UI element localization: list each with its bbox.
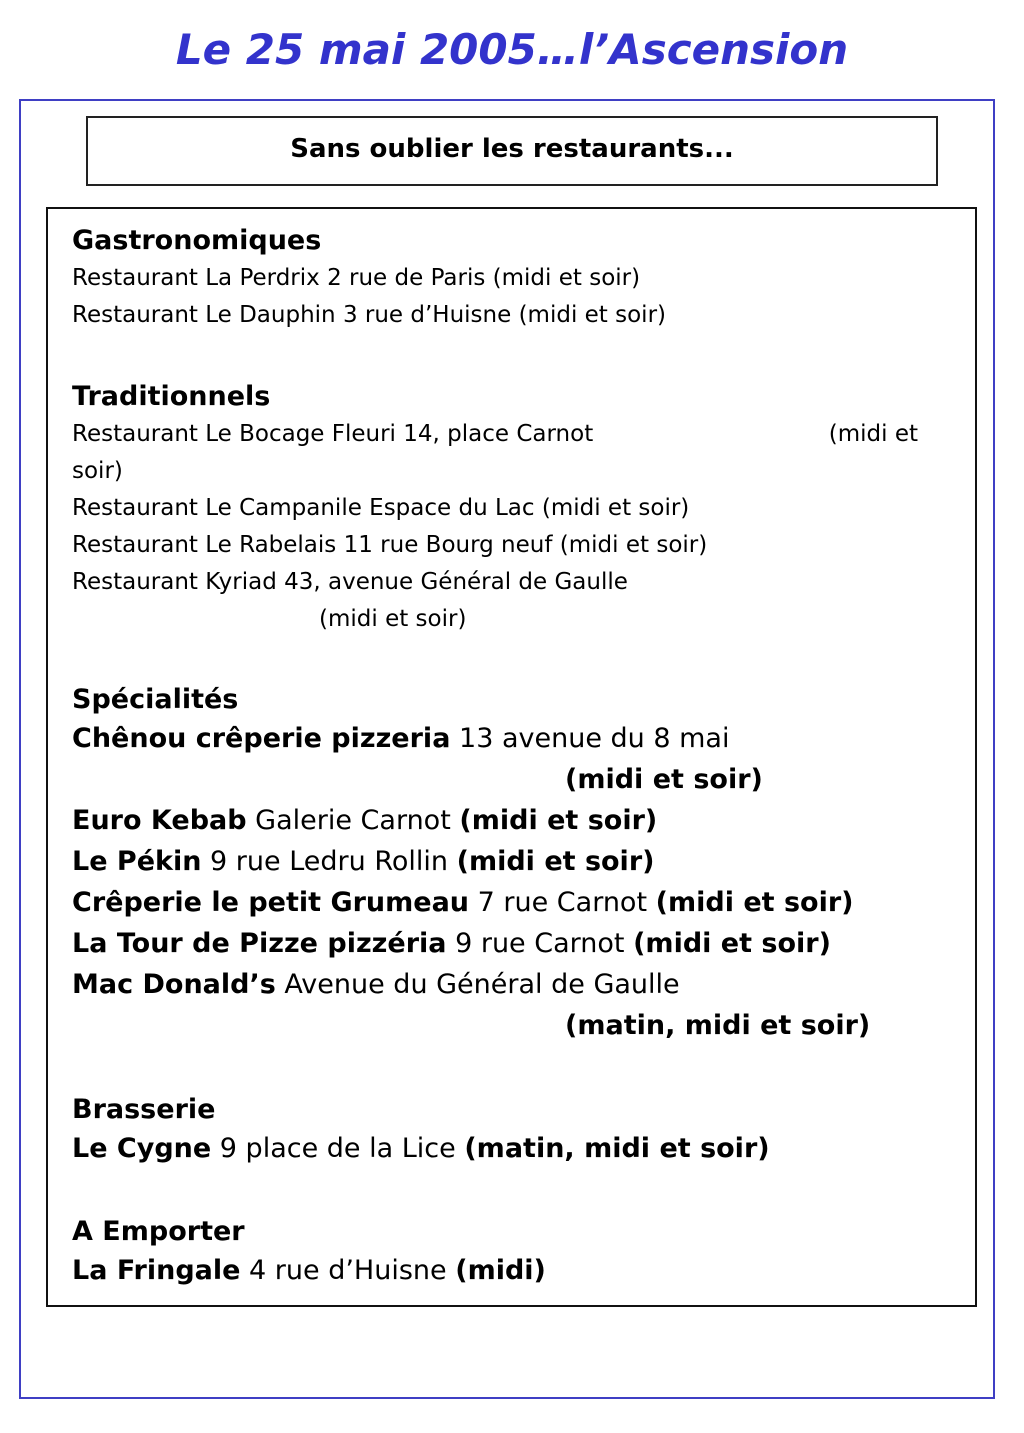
list-item-continued xyxy=(72,601,952,638)
restaurant-hours: (midi et soir) xyxy=(456,846,655,877)
list-item xyxy=(72,1128,952,1169)
list-item xyxy=(72,1250,952,1291)
list-item xyxy=(72,718,952,759)
list-item xyxy=(72,527,952,564)
section-title: Brasserie xyxy=(72,1094,216,1125)
restaurant-hours: (midi et soir) xyxy=(633,928,831,959)
restaurant-address: 43, avenue Général de Gaulle xyxy=(284,569,628,595)
restaurant-hours: (midi) xyxy=(455,1255,546,1286)
section-gastronomiques xyxy=(72,223,952,334)
restaurant-hours: soir) xyxy=(72,458,123,484)
restaurant-hours: (midi et soir) xyxy=(518,302,667,328)
section-specialites xyxy=(72,682,952,1046)
list-item-continued xyxy=(72,759,952,800)
section-a-emporter xyxy=(72,1214,952,1291)
restaurant-name: Le Cygne xyxy=(72,1133,212,1164)
list-item xyxy=(72,490,952,527)
restaurant-name: Crêperie le petit Grumeau xyxy=(72,887,470,918)
restaurant-address: 4 rue d’Huisne xyxy=(249,1255,447,1286)
restaurant-name: Le Pékin xyxy=(72,846,202,877)
restaurant-hours: (midi et soir) xyxy=(565,764,763,795)
restaurant-address: 9 place de la Lice xyxy=(219,1133,456,1164)
restaurant-name: Mac Donald’s xyxy=(72,969,276,1000)
list-item xyxy=(72,800,952,841)
list-item xyxy=(72,564,952,601)
restaurant-address: 13 avenue du 8 mai xyxy=(459,723,730,754)
restaurant-address: 9 rue Carnot xyxy=(455,928,625,959)
section-title: A Emporter xyxy=(72,1216,245,1247)
restaurant-address: 3 rue d’Huisne xyxy=(342,302,512,328)
list-item xyxy=(72,882,952,923)
restaurant-address: Galerie Carnot xyxy=(255,805,451,836)
section-title: Gastronomiques xyxy=(72,225,322,256)
list-item-continued xyxy=(72,453,952,490)
section-title: Traditionnels xyxy=(72,381,271,412)
section-traditionnels xyxy=(72,379,952,638)
list-item xyxy=(72,416,952,453)
restaurant-address: 14, place Carnot xyxy=(403,421,594,447)
list-item xyxy=(72,841,952,882)
restaurant-name: Euro Kebab xyxy=(72,805,247,836)
restaurant-hours: (midi et soir) xyxy=(492,265,641,291)
restaurant-address: 11 rue Bourg neuf xyxy=(343,532,553,558)
restaurant-name: La Tour de Pizze pizzéria xyxy=(72,928,447,959)
restaurant-hours: (midi et soir) xyxy=(655,887,854,918)
restaurant-address: Espace du Lac xyxy=(369,495,535,521)
list-item-continued xyxy=(72,1005,952,1046)
restaurant-name: Restaurant Le Campanile xyxy=(72,495,362,521)
section-brasserie xyxy=(72,1092,952,1169)
page-title: Le 25 mai 2005…l’Ascension xyxy=(175,25,849,74)
list-item xyxy=(72,923,952,964)
header-box xyxy=(86,116,938,186)
restaurant-hours: (midi et xyxy=(828,421,918,447)
restaurant-name: Restaurant Le Dauphin xyxy=(72,302,336,328)
restaurant-name: Restaurant Kyriad xyxy=(72,569,277,595)
restaurant-address: Avenue du Général de Gaulle xyxy=(284,969,680,1000)
restaurant-name: Restaurant La Perdrix xyxy=(72,265,320,291)
header-text: Sans oublier les restaurants... xyxy=(290,134,734,164)
restaurant-address: 2 rue de Paris xyxy=(327,265,486,291)
list-item xyxy=(72,964,952,1005)
restaurant-hours: (midi et soir) xyxy=(559,532,708,558)
section-title: Spécialités xyxy=(72,684,239,715)
restaurant-hours: (matin, midi et soir) xyxy=(565,1010,871,1041)
list-item xyxy=(72,260,952,297)
restaurant-hours: (midi et soir) xyxy=(541,495,690,521)
list-item xyxy=(72,297,952,334)
restaurant-hours: (midi et soir) xyxy=(319,606,467,632)
restaurant-hours: (matin, midi et soir) xyxy=(464,1133,770,1164)
restaurant-name: Chênou crêperie pizzeria xyxy=(72,723,451,754)
restaurant-name: Restaurant Le Bocage Fleuri xyxy=(72,421,396,447)
restaurant-address: 9 rue Ledru Rollin xyxy=(210,846,449,877)
restaurant-hours: (midi et soir) xyxy=(459,805,658,836)
restaurant-name: La Fringale xyxy=(72,1255,241,1286)
restaurant-name: Restaurant Le Rabelais xyxy=(72,532,337,558)
restaurant-address: 7 rue Carnot xyxy=(477,887,648,918)
